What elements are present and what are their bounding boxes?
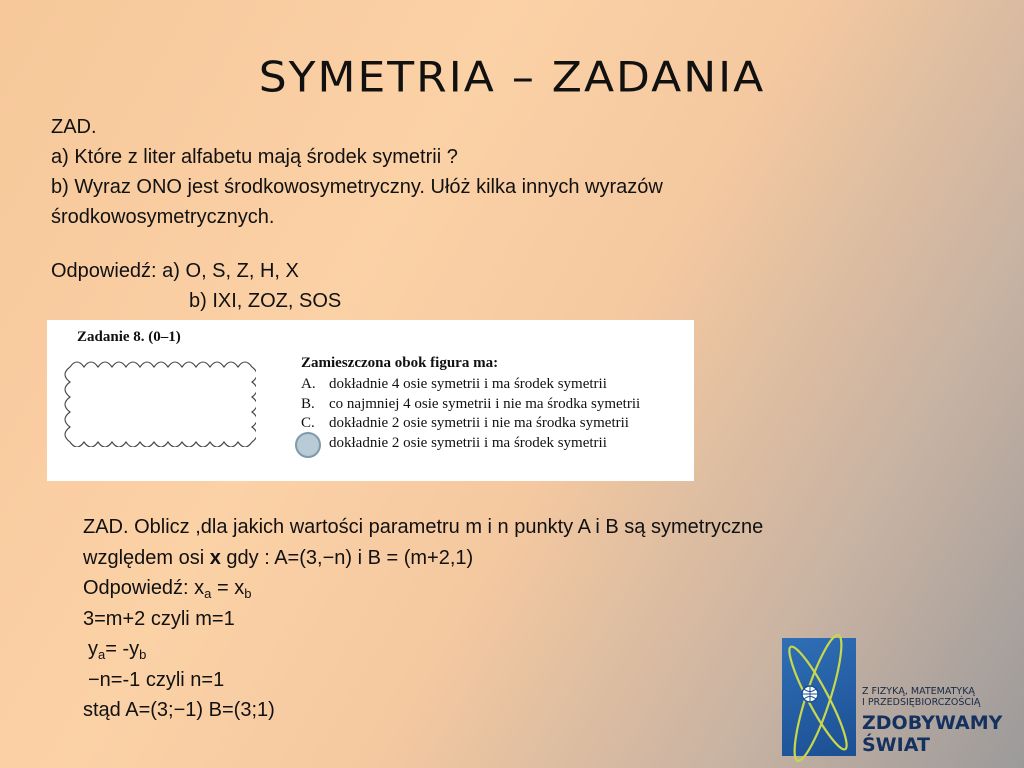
option-a[interactable] [301, 375, 640, 395]
y-eq: = -y [105, 638, 140, 660]
ans-sub-a: a [204, 586, 212, 601]
option-text: dokładnie 4 osie symetrii i ma środek symetrii [329, 376, 607, 392]
exercise-options [301, 375, 640, 453]
option-letter: C. [301, 415, 315, 431]
task1-question-a: a) Które z liter alfabetu mają środek symetrii ? [51, 146, 458, 168]
task1-answer [51, 256, 341, 316]
ans-sub-b: b [244, 586, 252, 601]
task1-question-b-line1: b) Wyraz ONO jest środkowosymetryczny. Ułóż kilka innych wyrazów [51, 176, 663, 198]
atom-orbit-icon [772, 628, 872, 768]
q2-post: gdy : A=(3,−n) i B = (m+2,1) [220, 546, 474, 569]
option-c[interactable] [301, 414, 640, 434]
logo-brand-line1: ZDOBYWAMY [862, 712, 1003, 734]
task2-final: stąd A=(3;−1) B=(3;1) [83, 699, 275, 721]
option-letter: A. [301, 376, 316, 392]
scalloped-rectangle-figure [60, 357, 256, 447]
task1-answer-a: Odpowiedź: a) O, S, Z, H, X [51, 260, 299, 282]
y-label: y [88, 638, 98, 660]
option-text: dokładnie 2 osie symetrii i nie ma środka symetrii [329, 415, 629, 431]
y-sub-a: a [98, 647, 106, 662]
task2-question-line2 [83, 543, 903, 574]
task1-answer-b: b) IXI, ZOZ, SOS [189, 290, 342, 312]
slogan-line2: I PRZEDSIĘBIORCZOŚCIĄ [862, 697, 981, 708]
option-text: dokładnie 2 osie symetrii i ma środek symetrii [329, 434, 607, 451]
logo-brand-line2: ŚWIAT [862, 734, 930, 756]
ans-label: Odpowiedź: x [83, 577, 205, 599]
slogan-line1: Z FIZYKĄ, MATEMATYKĄ [862, 686, 975, 697]
exercise-question: Zamieszczona obok figura ma: [301, 355, 499, 371]
y-sub-b: b [139, 647, 147, 662]
task2-step1: 3=m+2 czyli m=1 [83, 607, 235, 630]
option-b[interactable] [301, 395, 640, 415]
q2-axis: x [209, 546, 221, 569]
option-text: co najmniej 4 osie symetrii i nie ma środka symetrii [329, 395, 641, 412]
selected-answer-marker [295, 432, 321, 458]
task1-head: ZAD. [51, 116, 97, 138]
option-letter: B. [301, 395, 315, 412]
option-d[interactable] [301, 434, 640, 454]
project-logo [772, 628, 1024, 768]
logo-slogan [862, 686, 980, 708]
slide-title: SYMETRIA – ZADANIA [258, 53, 766, 102]
q2-pre: względem osi [83, 546, 210, 569]
task2-answer-eq [83, 573, 903, 604]
task2-step2: −n=-1 czyli n=1 [88, 668, 225, 691]
task2-question-line1: ZAD. Oblicz ,dla jakich wartości parametru m i n punkty A i B są symetryczne [83, 516, 764, 538]
ans-eq: = x [211, 577, 245, 599]
exercise-card [47, 320, 694, 481]
task1-question-b-line2: środkowosymetrycznych. [51, 206, 275, 228]
exercise-title: Zadanie 8. (0–1) [77, 329, 181, 345]
task1-block [51, 112, 811, 232]
